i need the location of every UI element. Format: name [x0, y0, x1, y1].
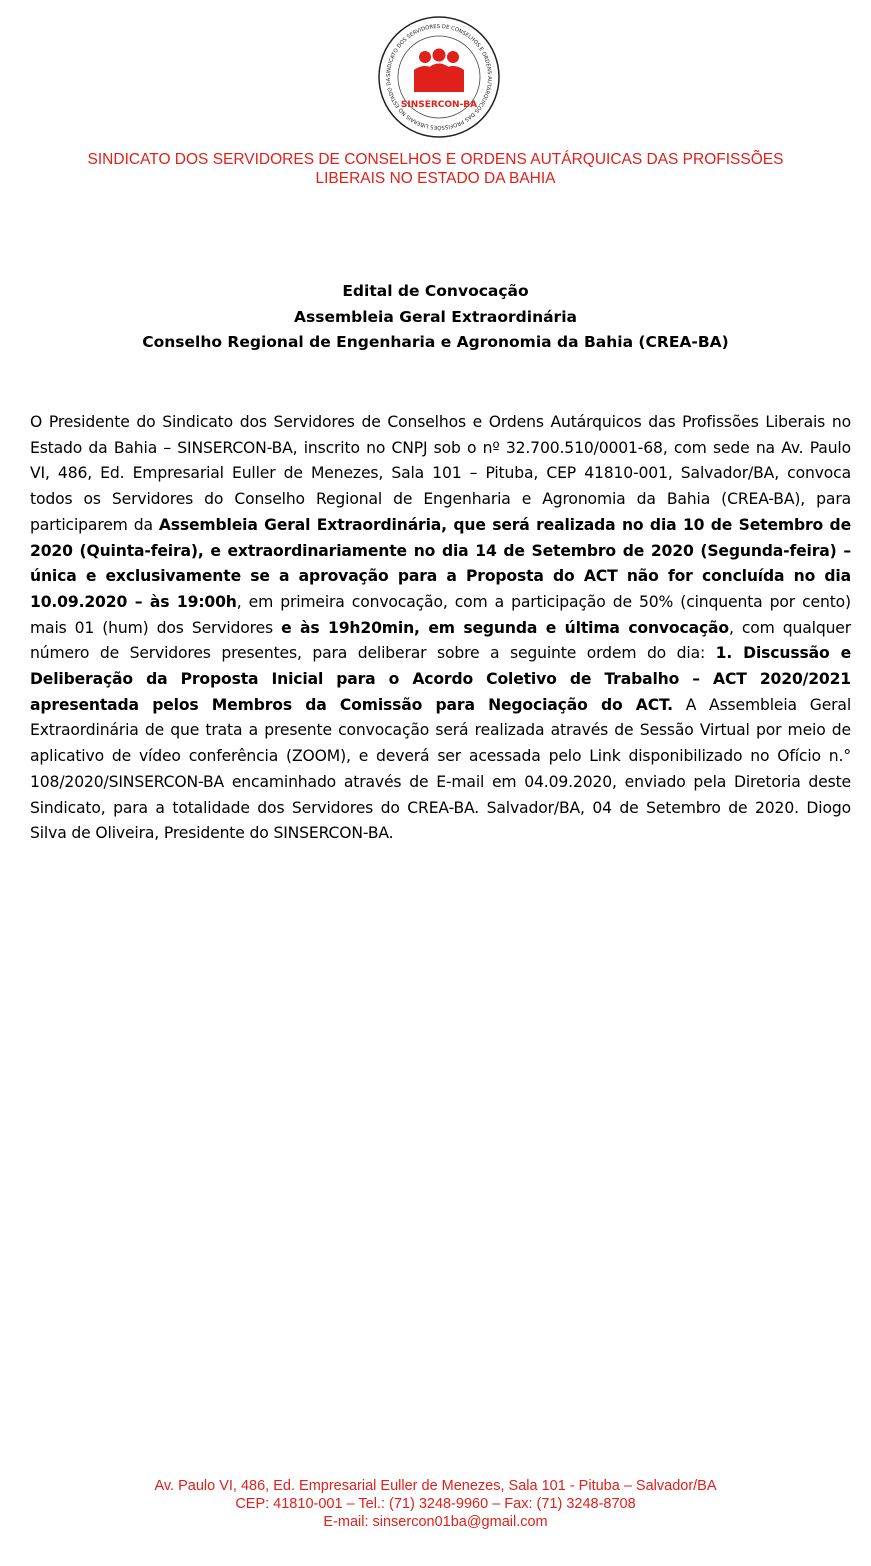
union-logo [376, 14, 502, 140]
footer-phone: CEP: 41810-001 – Tel.: (71) 3248-9960 – Fax: (71) 3248-8708 [235, 1496, 636, 1512]
body-part-1: O Presidente do Sindicato dos Servidores de Conselhos e Ordens Autárquicos das Profissões Liberais no Estado da Bahia – SINSERCON-BA, inscrito no CNPJ sob o nº 32.700.510/0001-68, com sede na Av. Paulo VI, 486, Ed. Empresarial Euller de Menezes, Sala 101 – Pituba, CEP 41810-001, Salvador/BA, convoca todos os Servidores do Conselho Regional de Engenharia e Agronomia da Bahia (CREA-BA), para participarem da [30, 413, 851, 534]
body-bold-1: Assembleia Geral Extraordinária, que será realizada no dia 10 de Setembro de 2020 (Quinta-feira), e extraordinariamente no dia 14 de Setembro de 2020 (Segunda-feira) – única e exclusivamente se a aprovação para a Proposta do ACT não for concluída no dia 10.09.2020 – às 19:00h [30, 515, 852, 611]
body-part-2: , em primeira convocação, com a participação de 50% (cinquenta por cento) mais 01 (hum) dos Servidores [30, 592, 851, 637]
logo-name: SINSERCON-BA [400, 100, 478, 110]
logo-ring-text: SINDICATO DOS SERVIDORES DE CONSELHOS E ORDENS AUTÁRQUICOS DAS PROFISSÕES LIBERAIS NO ESTADO DA [385, 23, 493, 131]
title-line-3: Conselho Regional de Engenharia e Agronomia da Bahia (CREA-BA) [142, 333, 729, 351]
footer-contact [20, 1477, 851, 1531]
body-bold-2: e às 19h20min, em segunda e última convocação [281, 618, 729, 637]
body-part-4: A Assembleia Geral Extraordinária de que trata a presente convocação será realizada através de Sessão Virtual por meio de aplicativo de vídeo conferência (ZOOM), e deverá ser acessada pelo Link disponibilizado no Ofício n.° 108/2020/SINSERCON-BA encaminhado através de E-mail em 04.09.2020, enviado pela Diretoria deste Sindicato, para a totalidade dos Servidores do CREA-BA. Salvador/BA, 04 de Setembro de 2020. Diogo Silva de Oliveira, Presidente do SINSERCON-BA. [30, 695, 851, 843]
footer-address: Av. Paulo VI, 486, Ed. Empresarial Euller de Menezes, Sala 101 - Pituba – Salvador/BA [154, 1478, 717, 1494]
title-line-1: Edital de Convocação [342, 282, 529, 300]
footer-email: E-mail: sinsercon01ba@gmail.com [323, 1514, 548, 1530]
organization-header [20, 150, 851, 188]
org-name-line-2: LIBERAIS NO ESTADO DA BAHIA [315, 170, 556, 187]
body-bold-3: 1. Discussão e Deliberação da Proposta Inicial para o Acordo Coletivo de Trabalho – ACT 2020/2021 apresentada pelos Membros da Comissão para Negociação do ACT. [30, 644, 851, 714]
document-title [20, 279, 851, 356]
union-seal-icon [376, 14, 502, 140]
body-part-3: , com qualquer número de Servidores presentes, para deliberar sobre a seguinte ordem do dia: [30, 618, 852, 663]
notice-body [30, 410, 851, 847]
title-line-2: Assembleia Geral Extraordinária [294, 307, 577, 326]
org-name-line-1: SINDICATO DOS SERVIDORES DE CONSELHOS E ORDENS AUTÁRQUICAS DAS PROFISSÕES [87, 151, 784, 168]
